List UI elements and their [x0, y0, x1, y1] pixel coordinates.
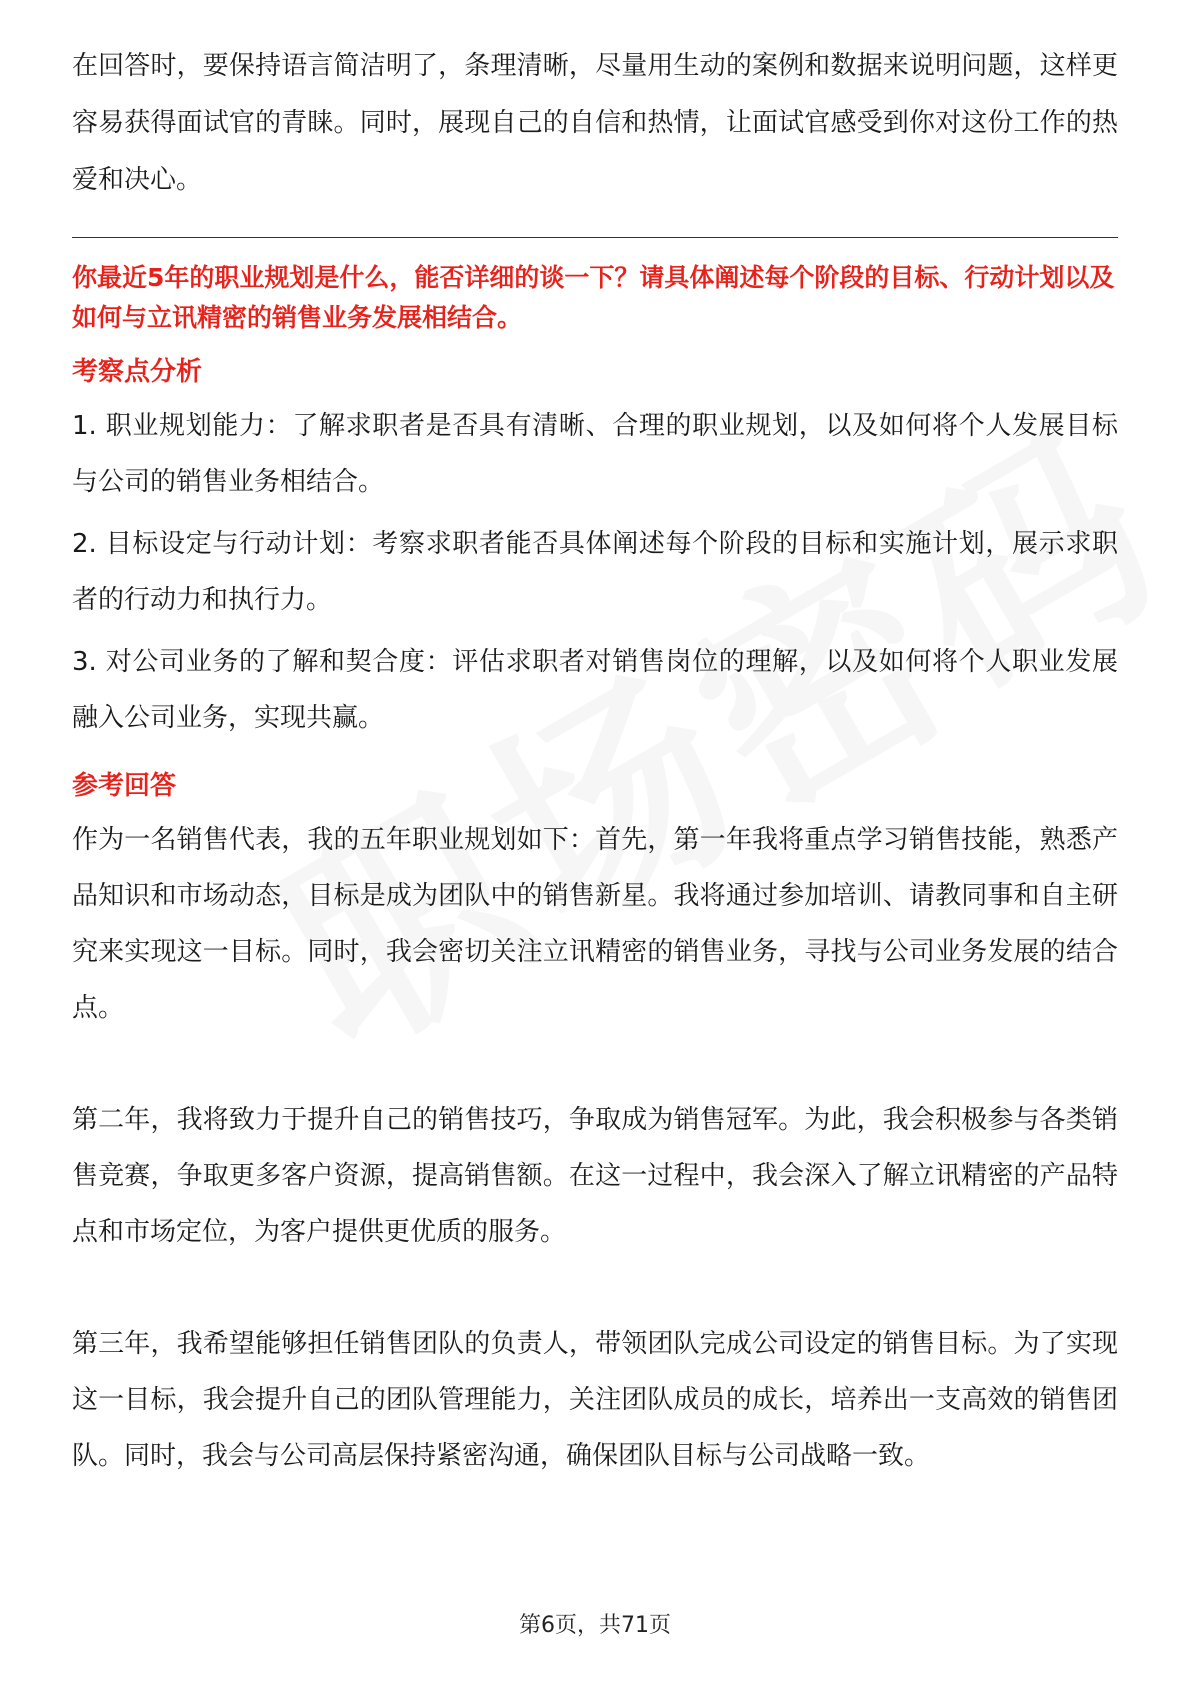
intro-paragraph: 在回答时，要保持语言简洁明了，条理清晰，尽量用生动的案例和数据来说明问题，这样更容易获得面试官的青睐。同时，展现自己的自信和热情，让面试官感受到你对这份工作的热爱和决心。	[72, 51, 1118, 195]
reference-paragraph: 第二年，我将致力于提升自己的销售技巧，争取成为销售冠军。为此，我会积极参与各类销售竞赛，争取更多客户资源，提高销售额。在这一过程中，我会深入了解立讯精密的产品特点和市场定位，为客户提供更优质的服务。	[72, 1105, 1118, 1247]
analysis-item: 1. 职业规划能力：了解求职者是否具有清晰、合理的职业规划，以及如何将个人发展目标与公司的销售业务相结合。	[72, 411, 1118, 497]
paragraph-gap	[72, 1260, 1118, 1316]
reference-heading: 参考回答	[72, 771, 177, 801]
paragraph-gap	[72, 1036, 1118, 1092]
page-number: 第6页，共71页	[519, 1613, 671, 1638]
reference-paragraph: 作为一名销售代表，我的五年职业规划如下：首先，第一年我将重点学习销售技能，熟悉产品知识和市场动态，目标是成为团队中的销售新星。我将通过参加培训、请教同事和自主研究来实现这一目标。同时，我会密切关注立讯精密的销售业务，寻找与公司业务发展的结合点。	[72, 825, 1118, 1023]
question-heading: 你最近5年的职业规划是什么，能否详细的谈一下？请具体阐述每个阶段的目标、行动计划以及如何与立讯精密的销售业务发展相结合。	[72, 263, 1115, 332]
analysis-item: 2. 目标设定与行动计划：考察求职者能否具体阐述每个阶段的目标和实施计划，展示求职者的行动力和执行力。	[72, 529, 1118, 615]
section-divider	[72, 237, 1118, 238]
analysis-item: 3. 对公司业务的了解和契合度：评估求职者对销售岗位的理解，以及如何将个人职业发展融入公司业务，实现共赢。	[72, 647, 1118, 733]
document-page	[72, 38, 1118, 1484]
analysis-heading: 考察点分析	[72, 357, 203, 387]
reference-paragraph: 第三年，我希望能够担任销售团队的负责人，带领团队完成公司设定的销售目标。为了实现这一目标，我会提升自己的团队管理能力，关注团队成员的成长，培养出一支高效的销售团队。同时，我会与公司高层保持紧密沟通，确保团队目标与公司战略一致。	[72, 1329, 1118, 1471]
